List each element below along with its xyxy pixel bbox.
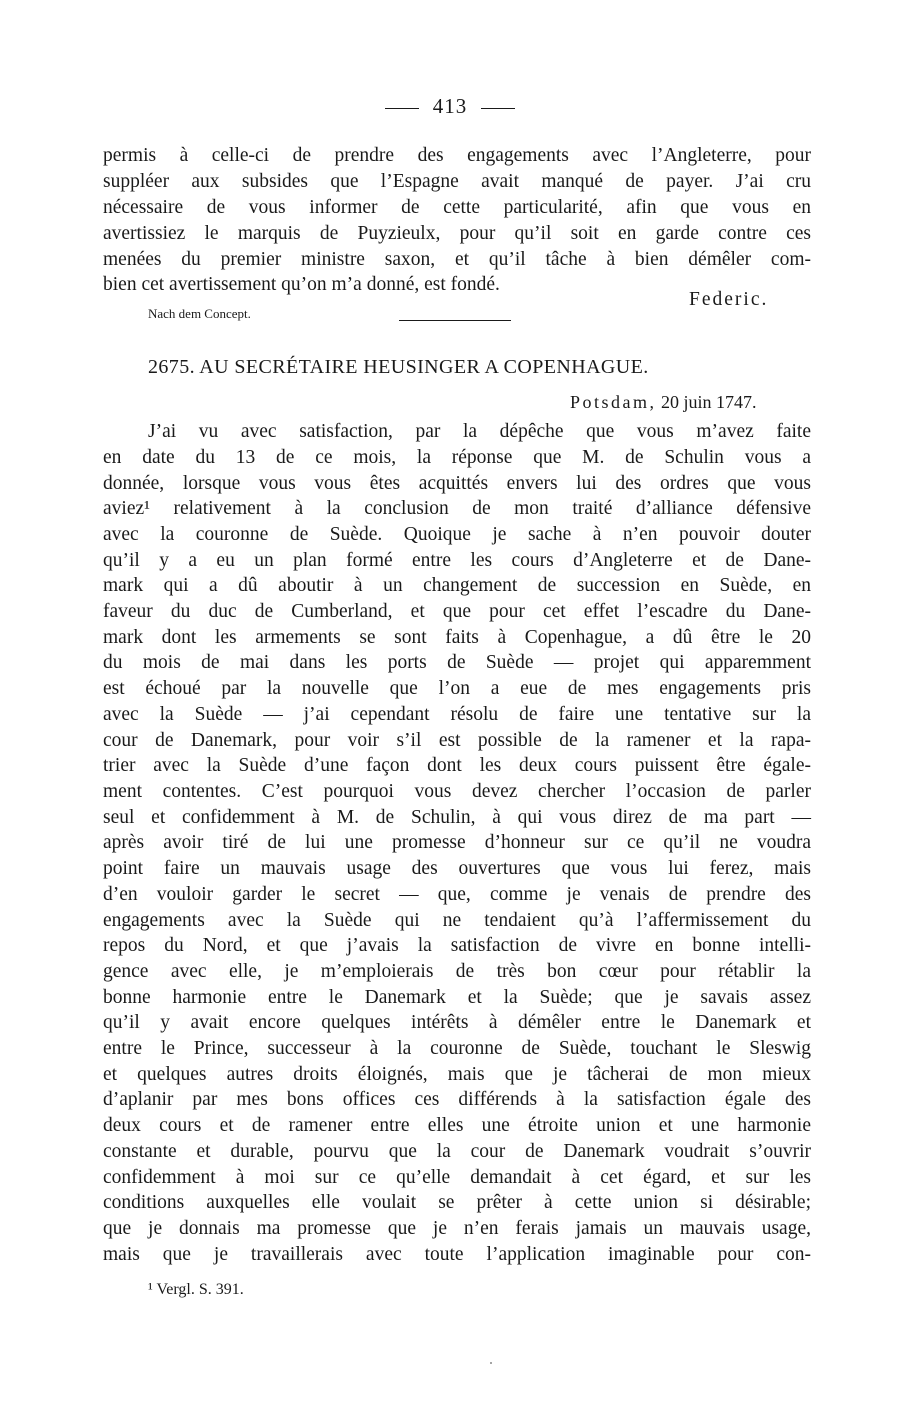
text-line: engagements avec la Suède qui ne tendaient qu’à l’affermissement du: [103, 910, 811, 931]
text-line: entre le Prince, successeur à la couronne de Suède, touchant le Sleswig: [103, 1038, 811, 1059]
section-divider: [399, 320, 511, 321]
text-line: cour de Danemark, pour voir s’il est possible de la ramener et la rapa-: [103, 730, 811, 751]
text-line: point faire un mauvais usage des ouvertures que vous lui ferez, mais: [103, 858, 811, 879]
text-line: est échoué par la nouvelle que l’on a eue de mes engagements pris: [103, 678, 811, 699]
text-line: repos du Nord, et que j’avais la satisfaction de vivre en bonne intelli-: [103, 935, 811, 956]
text-line: gence avec elle, je m’emploierais de très bon cœur pour rétablir la: [103, 961, 811, 982]
text-line: avec la Suède — j’ai cependant résolu de faire une tentative sur la: [103, 704, 811, 725]
letter-date: 20 juin 1747.: [661, 392, 757, 412]
letter-dateline: [570, 392, 757, 413]
text-line: mais que je travaillerais avec toute l’application imaginable pour con-: [103, 1244, 811, 1265]
page-number-dash-right: [481, 108, 515, 109]
text-line: permis à celle-ci de prendre des engagements avec l’Angleterre, pour: [103, 145, 811, 166]
text-line: bonne harmonie entre le Danemark et la Suède; que je savais assez: [103, 987, 811, 1008]
letter-place: Potsdam,: [570, 392, 657, 412]
text-line: qu’il y a eu un plan formé entre les cours d’Angleterre et de Dane-: [103, 550, 811, 571]
text-line: d’aplanir par mes bons offices ces différends à la satisfaction égale des: [103, 1089, 811, 1110]
text-line: mark qui a dû aboutir à un changement de succession en Suède, en: [103, 575, 811, 596]
text-line: après avoir tiré de lui une promesse d’honneur sur ce qu’il ne voudra: [103, 832, 811, 853]
text-line: avec la couronne de Suède. Quoique je sache à n’en pouvoir douter: [103, 524, 811, 545]
page-number-dash-left: [385, 108, 419, 109]
source-note: Nach dem Concept.: [148, 306, 251, 321]
text-line: ment contentes. C’est pourquoi vous devez chercher l’occasion de parler: [103, 781, 811, 802]
text-line: du mois de mai dans les ports de Suède — projet qui apparemment: [103, 652, 811, 673]
text-line: qu’il y avait encore quelques intérêts à démêler entre le Danemark et: [103, 1012, 811, 1033]
text-line: nécessaire de vous informer de cette particularité, afin que vous en: [103, 197, 811, 218]
text-line: constante et durable, pourvu que la cour de Danemark voudrait s’ouvrir: [103, 1141, 811, 1162]
text-line: menées du premier ministre saxon, et qu’il tâche à bien démêler com-: [103, 249, 811, 270]
signature: Federic.: [689, 289, 769, 310]
text-line: bien cet avertissement qu’on m’a donné, est fondé.: [103, 274, 500, 295]
text-line: trier avec la Suède d’une façon dont les deux cours puissent être égale-: [103, 755, 811, 776]
text-line: confidemment à moi sur ce qu’elle demandait à cet égard, et sur les: [103, 1167, 811, 1188]
text-line: deux cours et de ramener entre elles une étroite union et une harmonie: [103, 1115, 811, 1136]
text-line: d’en vouloir garder le secret — que, comme je venais de prendre des: [103, 884, 811, 905]
text-line: en date du 13 de ce mois, la réponse que M. de Schulin vous a: [103, 447, 811, 468]
text-line: conditions auxquelles elle voulait se prêter à cette union si désirable;: [103, 1192, 811, 1213]
text-line: mark dont les armements se sont faits à Copenhague, a dû être le 20: [103, 627, 811, 648]
text-line: suppléer aux subsides que l’Espagne avait manqué de payer. J’ai cru: [103, 171, 811, 192]
text-line: et quelques autres droits éloignés, mais que je tâcherai de mon mieux: [103, 1064, 811, 1085]
text-line: avertissiez le marquis de Puyzieulx, pour qu’il soit en garde contre ces: [103, 223, 811, 244]
text-line: J’ai vu avec satisfaction, par la dépêche que vous m’avez faite: [148, 421, 811, 442]
scan-speck: [490, 1362, 492, 1364]
text-line: aviez¹ relativement à la conclusion de mon traité d’alliance défensive: [103, 498, 811, 519]
text-line: seul et confidemment à M. de Schulin, à qui vous direz de ma part —: [103, 807, 811, 828]
footnote: ¹ Vergl. S. 391.: [148, 1281, 244, 1298]
text-line: donnée, lorsque vous vous êtes acquittés envers lui des ordres que vous: [103, 473, 811, 494]
text-line: que je donnais ma promesse que je n’en ferais jamais un mauvais usage,: [103, 1218, 811, 1239]
letter-heading: 2675. AU SECRÉTAIRE HEUSINGER A COPENHAGUE.: [148, 356, 649, 378]
page-number: [0, 94, 900, 119]
page-number-text: 413: [432, 94, 468, 118]
text-line: faveur du duc de Cumberland, et que pour cet effet l’escadre du Dane-: [103, 601, 811, 622]
